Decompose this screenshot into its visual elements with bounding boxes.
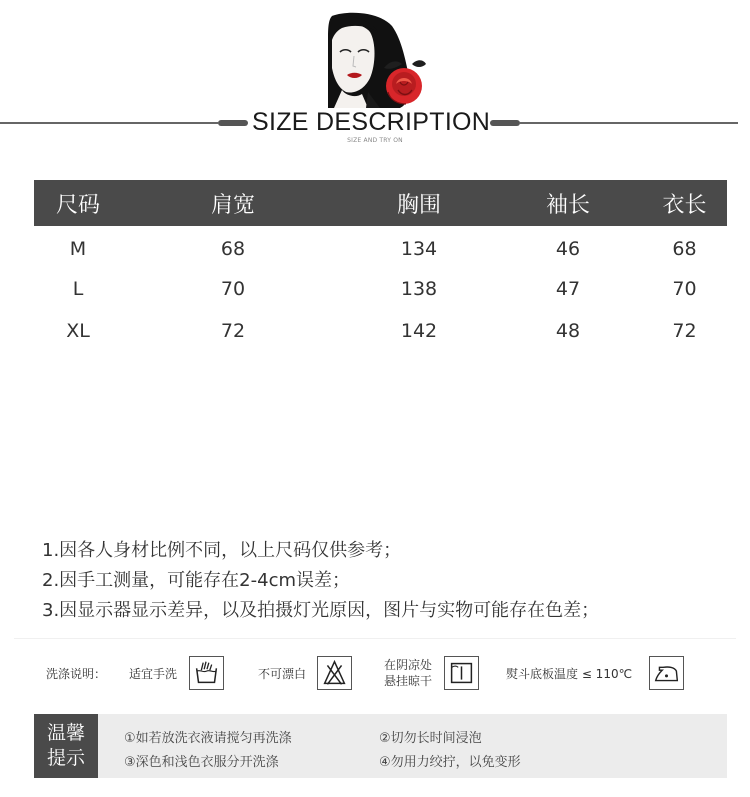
title-pill-left [218, 120, 248, 126]
tips-label-line: 温馨 [46, 722, 85, 744]
iron-icon [649, 656, 684, 690]
column-header: 胸围 [344, 180, 494, 226]
table-cell: 46 [555, 238, 581, 260]
section-title: SIZE DESCRIPTION [252, 108, 491, 136]
column-header: 肩宽 [122, 180, 344, 226]
hand-wash-icon [189, 656, 224, 690]
column-header: 尺码 [34, 180, 122, 226]
hand-wash-text: 适宜手洗 [129, 667, 178, 681]
section-divider [14, 638, 736, 639]
title-pill-right [490, 120, 520, 126]
table-cell: 134 [400, 238, 438, 260]
column-header: 衣长 [642, 180, 727, 226]
table-cell: 72 [672, 320, 697, 342]
table-cell: 138 [400, 278, 438, 300]
tip-item: ④勿用力绞拧，以免变形 [379, 755, 521, 770]
column-header: 袖长 [494, 180, 642, 226]
size-cell: XL [66, 320, 90, 342]
tip-item: ③深色和浅色衣服分开洗涤 [124, 755, 279, 770]
hang-dry-text: 悬挂晾干 [384, 674, 433, 688]
size-notes [42, 536, 599, 626]
size-table-header [34, 180, 727, 226]
note-line: 1.因各人身材比例不同，以上尺码仅供参考； [42, 540, 402, 561]
title-divider-right [520, 122, 738, 124]
size-table [34, 180, 727, 352]
table-cell: 68 [672, 238, 697, 260]
table-cell: 47 [555, 278, 581, 300]
no-bleach-text: 不可漂白 [258, 667, 307, 681]
size-cell: L [72, 278, 84, 300]
hang-dry-icon [444, 656, 479, 690]
table-cell: 142 [400, 320, 438, 342]
note-line: 3.因显示器显示差异，以及拍摄灯光原因，图片与实物可能存在色差； [42, 600, 600, 621]
no-bleach-icon [317, 656, 352, 690]
woman-with-rose-illustration [328, 12, 428, 108]
table-row [34, 226, 727, 268]
table-cell: 72 [220, 320, 246, 342]
tips-box [34, 714, 727, 778]
table-cell: 68 [220, 238, 246, 260]
washing-label: 洗涤说明： [46, 667, 107, 681]
title-divider-left [0, 122, 218, 124]
tips-label [34, 714, 98, 778]
iron-text: 熨斗底板温度 ≤ 110℃ [506, 667, 633, 681]
tip-item: ①如若放洗衣液请搅匀再洗涤 [124, 731, 292, 746]
size-cell: M [69, 238, 87, 260]
table-row [34, 268, 727, 310]
tips-label-line: 提示 [46, 747, 85, 769]
section-subtitle: SIZE AND TRY ON [347, 137, 403, 144]
hang-dry-text: 在阴凉处 [384, 658, 433, 672]
note-line: 2.因手工测量，可能存在2-4cm误差； [42, 570, 351, 591]
table-cell: 70 [220, 278, 246, 300]
table-cell: 48 [555, 320, 581, 342]
tip-item: ②切勿长时间浸泡 [379, 731, 482, 746]
washing-instructions [0, 650, 750, 694]
table-cell: 70 [672, 278, 697, 300]
section-title-row [0, 108, 750, 138]
table-row [34, 310, 727, 352]
